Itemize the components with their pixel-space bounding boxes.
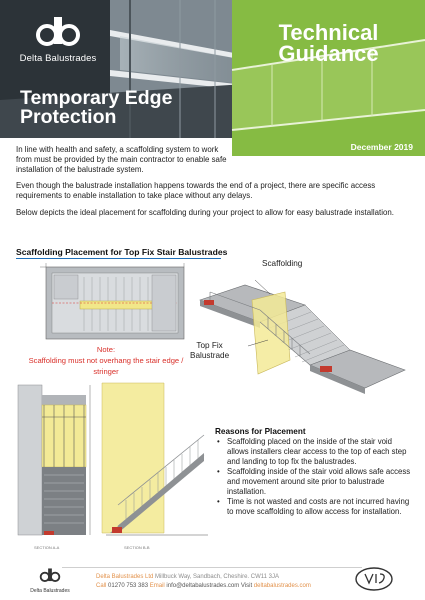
title-panel [232, 0, 425, 156]
section-title: Scaffolding Placement for Top Fix Stair Balustrades [16, 247, 228, 257]
footer-contact-line [96, 582, 311, 590]
reasons-list [215, 437, 415, 517]
db-logo-icon [33, 16, 83, 46]
bsi-kitemark-icon [354, 566, 394, 592]
section-underline [16, 258, 221, 259]
db-logo-icon [38, 568, 62, 582]
svg-text:SECTION A-A: SECTION A-A [34, 545, 60, 550]
intro-paragraph-3: Below depicts the ideal placement for scaffolding during your project to allow for easy balustrade installation. [16, 208, 394, 217]
footer-company: Delta Balustrades Ltd [96, 574, 154, 580]
footer-address-line [96, 573, 279, 581]
intro-paragraph-1: In line with health and safety, a scaffolding system to work from must be provided by the main contractor to enable safe installation of the balustrade system. [16, 145, 227, 174]
doc-type-title: Technical Guidance [278, 20, 379, 66]
footer-phone[interactable]: 01270 753 383 [108, 583, 149, 589]
stair-plan-drawing [40, 263, 190, 345]
svg-text:SECTION B-B: SECTION B-B [124, 545, 150, 550]
reason-item: • Scaffolding inside of the stair void allows safe access and movement around site prior to balustrade installation. [215, 467, 415, 497]
plan-note: Note: Scaffolding must not overhang the stair edge / stringer [28, 345, 184, 376]
label-scaffolding: Scaffolding [262, 259, 303, 268]
label-top-fix-balustrade: Top Fix Balustrade [190, 341, 230, 360]
intro-paragraph-2: Even though the balustrade installation happens towards the end of a project, there are specific access requirements to enable installation to take place without any delays. [16, 181, 376, 200]
scaffold-plan-strip [80, 301, 154, 309]
footer-email[interactable]: info@deltabalustrades.com [166, 583, 240, 589]
footer-divider [62, 567, 362, 568]
reasons-for-placement [215, 427, 415, 517]
footer-logo-name: Delta Balustrades [30, 588, 70, 594]
reasons-title: Reasons for Placement [215, 427, 306, 436]
brand-logo [10, 16, 106, 64]
page-title: Temporary Edge Protection [20, 87, 173, 128]
hero-banner [0, 0, 425, 152]
stair-isometric-drawing [190, 270, 410, 410]
footer-email-label: Email [149, 583, 165, 589]
footer-logo [26, 568, 74, 594]
brand-name: Delta Balustrades [19, 53, 97, 64]
footer-visit-label: Visit [240, 583, 253, 589]
footer-call-label: Call [96, 583, 107, 589]
footer-website[interactable]: deltabalustrades.com [253, 583, 311, 589]
footer-address: Millbuck Way, Sandbach, Cheshire. CW11 3JA [155, 574, 279, 580]
issue-date: December 2019 [350, 142, 413, 152]
stair-elevation-drawings [14, 383, 210, 555]
reason-item: • Scaffolding placed on the inside of the stair void allows installers clear access to the top of each step and landing to top fix the balustrades. [215, 437, 415, 467]
reason-item: • Time is not wasted and costs are not incurred having to move scaffolding to allow access for installation. [215, 497, 415, 517]
